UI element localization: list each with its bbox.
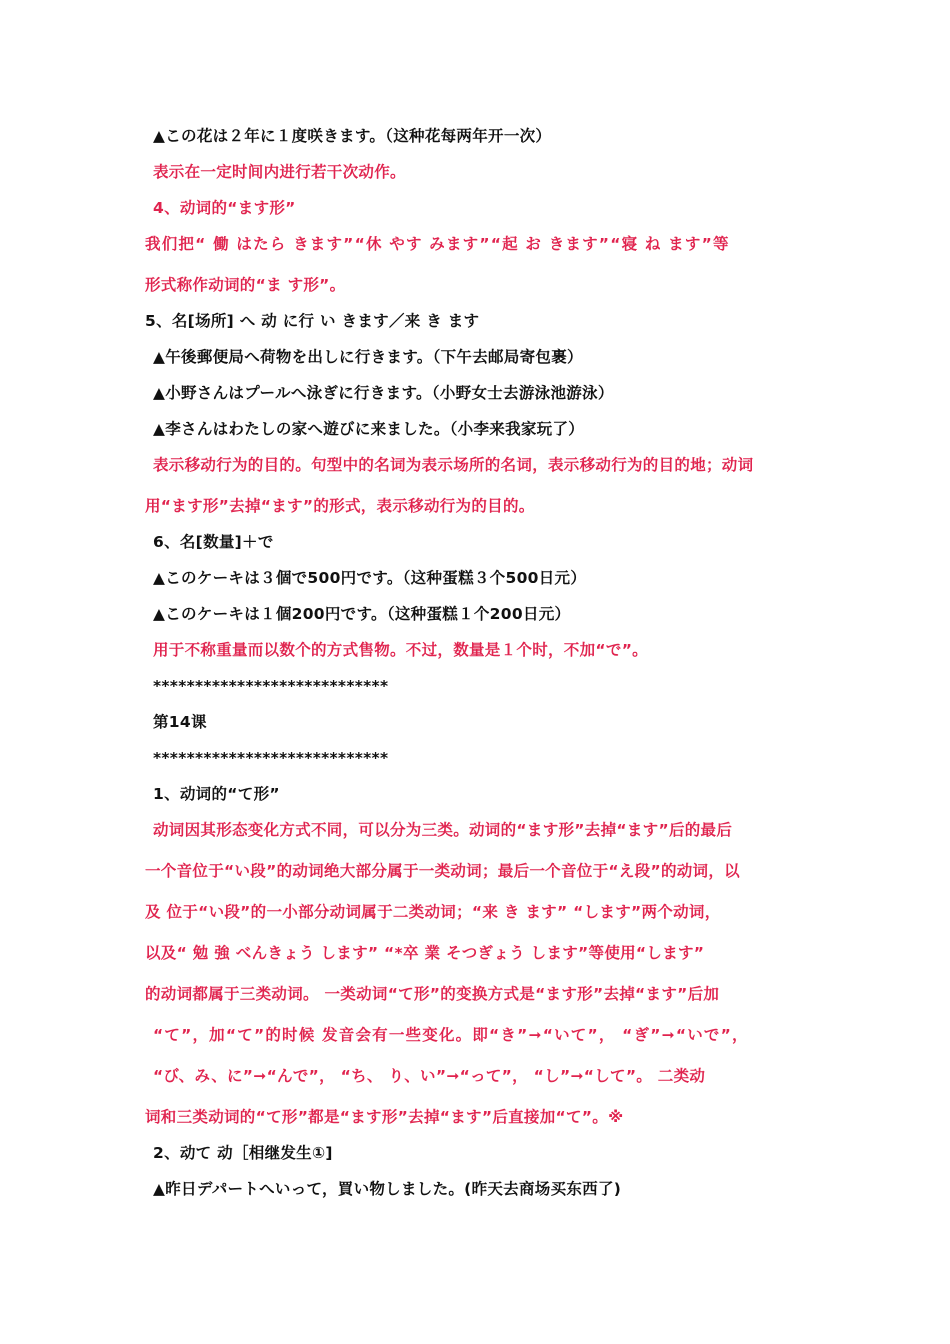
explanation-text: “て”，加“て”的时候 发音会有一些变化。即“き”➞“いて”， “ぎ”➞“いで”， (153, 1026, 749, 1044)
example-sentence: ▲このケーキは３個で500円です。（这种蛋糕３个500日元） (153, 569, 587, 587)
example-sentence: ▲李さんはわたしの家へ遊びに来ました。（小李来我家玩了） (153, 420, 585, 438)
section-heading: 5、名[场所] へ 动 に行 い きます／来 き ます (145, 312, 480, 330)
explanation-text: 及 位于“い段”的一小部分动词属于二类动词；“来 き ます” “します”两个动词， (145, 903, 721, 921)
explanation-text: 的动词都属于三类动词。 一类动词“て形”的变换方式是“ます形”去掉“ます”后加 (145, 985, 720, 1003)
explanation-text: 表示移动行为的目的。句型中的名词为表示场所的名词，表示移动行为的目的地；动词 (153, 456, 754, 474)
section-heading: 4、动词的“ます形” (153, 199, 296, 217)
separator-stars: **************************** (153, 677, 389, 695)
separator-stars: **************************** (153, 749, 389, 767)
explanation-text: 以及“ 勉 強 べんきょう します” “*卒 業 そつぎょう します”等使用“します” (145, 944, 705, 962)
section-heading: 6、名[数量]＋で (153, 533, 274, 551)
example-sentence: ▲午後郵便局へ荷物を出しに行きます。（下午去邮局寄包裹） (153, 348, 583, 366)
explanation-text: 词和三类动词的“て形”都是“ます形”去掉“ます”后直接加“て”。※ (145, 1108, 624, 1126)
explanation-text: 一个音位于“い段”的动词绝大部分属于一类动词；最后一个音位于“え段”的动词，以 (145, 862, 740, 880)
section-heading: 2、动て 动［相继发生①] (153, 1144, 333, 1162)
explanation-text: 动词因其形态变化方式不同，可以分为三类。动词的“ます形”去掉“ます”后的最后 (153, 821, 733, 839)
lesson-title: 第14课 (153, 713, 207, 731)
example-sentence: ▲昨日デパートへいって，買い物しました。(昨天去商场买东西了) (153, 1180, 622, 1198)
explanation-text: 用“ます形”去掉“ます”的形式，表示移动行为的目的。 (145, 497, 535, 515)
example-sentence: ▲このケーキは１個200円です。（这种蛋糕１个200日元） (153, 605, 571, 623)
explanation-text: 形式称作动词的“ま す形”。 (145, 276, 346, 294)
example-sentence: ▲この花は２年に１度咲きます。（这种花每两年开一次） (153, 127, 552, 145)
explanation-text: “び、み、に”➞“んで”， “ち、 り、い”➞“って”， “し”➞“して”。 二类动 (153, 1067, 706, 1085)
explanation-text: 用于不称重量而以数个的方式售物。不过，数量是１个时，不加“で”。 (153, 641, 648, 659)
explanation-text: 表示在一定时间内进行若干次动作。 (153, 163, 406, 181)
explanation-text: 我们把“ 働 はたら きます”“休 やす みます”“起 お きます”“寝 ね ます”等 (145, 235, 730, 253)
section-heading: 1、动词的“て形” (153, 785, 280, 803)
example-sentence: ▲小野さんはプールへ泳ぎに行きます。（小野女士去游泳池游泳） (153, 384, 614, 402)
